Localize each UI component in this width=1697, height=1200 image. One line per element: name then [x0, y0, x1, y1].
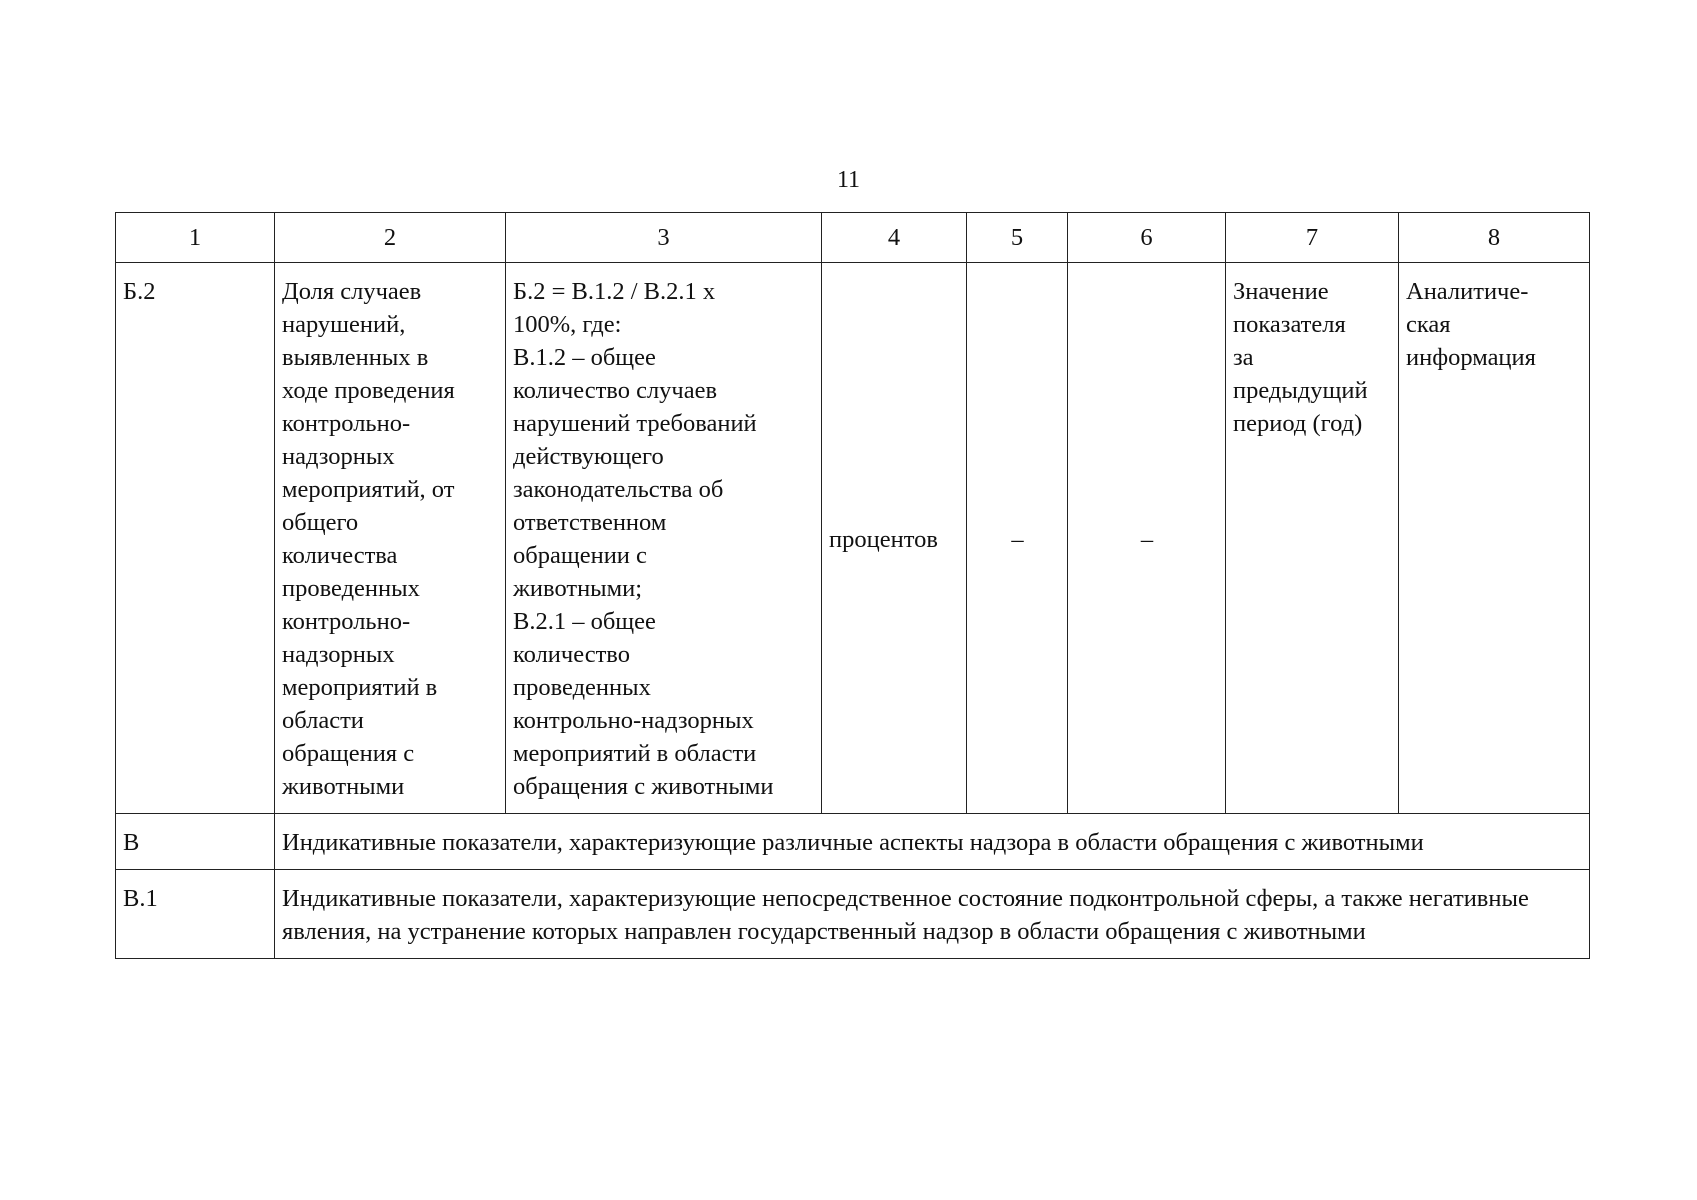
indicator-name: Доля случаев нарушений, выявленных в ходе проведения контрольно- надзорных мероприятий, от общего количества проведенных контрольно- надзорных мероприятий в области обращения с животными	[275, 263, 506, 814]
header-cell: 1	[116, 213, 275, 263]
header-cell: 2	[275, 213, 506, 263]
header-cell: 6	[1068, 213, 1226, 263]
header-cell: 5	[967, 213, 1068, 263]
indicator-unit: процентов	[822, 263, 967, 814]
indicator-col6: –	[1068, 263, 1226, 814]
table-row-v1	[116, 870, 1590, 959]
indicator-col5: –	[967, 263, 1068, 814]
header-cell: 7	[1226, 213, 1399, 263]
section-code: В.1	[116, 870, 275, 959]
header-cell: 3	[506, 213, 822, 263]
indicator-baseline: Значение показателя за предыдущий период (год)	[1226, 263, 1399, 814]
indicator-table	[115, 212, 1590, 959]
section-code: В	[116, 814, 275, 870]
section-title: Индикативные показатели, характеризующие непосредственное состояние подконтрольной сферы, а также негативные явления, на устранение которых направлен государственный надзор в области обращения с животными	[275, 870, 1590, 959]
table-header-row	[116, 213, 1590, 263]
table-row-b2	[116, 263, 1590, 814]
indicator-code: Б.2	[116, 263, 275, 814]
header-cell: 8	[1399, 213, 1590, 263]
page-number: 11	[836, 167, 861, 193]
section-title: Индикативные показатели, характеризующие различные аспекты надзора в области обращения с животными	[275, 814, 1590, 870]
header-cell: 4	[822, 213, 967, 263]
indicator-source: Аналитиче- ская информация	[1399, 263, 1590, 814]
table-row-v	[116, 814, 1590, 870]
indicator-formula: Б.2 = В.1.2 / В.2.1 х 100%, где: В.1.2 – общее количество случаев нарушений требований действующего законодательства об ответственном обращении с животными; В.2.1 – общее количество проведенных контрольно-надзорных мероприятий в области обращения с животными	[506, 263, 822, 814]
